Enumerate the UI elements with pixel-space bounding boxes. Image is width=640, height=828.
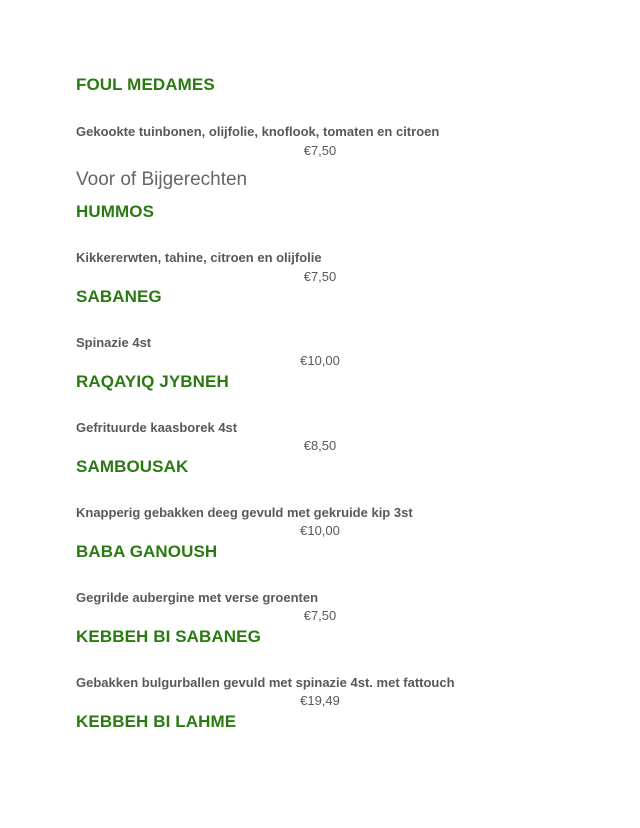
dish-description-foul-medames: Gekookte tuinbonen, olijfolie, knoflook, tomaten en citroen (76, 124, 440, 139)
dish-price-kebbeh-bi-sabaneg: €19,49 (300, 693, 340, 708)
dish-price-sabaneg: €10,00 (300, 353, 340, 368)
dish-title-foul-medames: FOUL MEDAMES (76, 75, 215, 94)
dish-title-kebbeh-bi-lahme: KEBBEH BI LAHME (76, 712, 237, 731)
dish-title-hummos: HUMMOS (76, 202, 155, 221)
dish-title-baba-ganoush: BABA GANOUSH (76, 542, 218, 561)
dish-title-sambousak: SAMBOUSAK (76, 457, 189, 476)
dish-description-raqayiq-jybneh: Gefrituurde kaasborek 4st (76, 420, 238, 435)
dish-title-raqayiq-jybneh: RAQAYIQ JYBNEH (76, 372, 229, 391)
dish-price-sambousak: €10,00 (300, 523, 340, 538)
dish-description-sabaneg: Spinazie 4st (76, 335, 152, 350)
dish-price-foul-medames: €7,50 (303, 143, 337, 158)
dish-title-kebbeh-bi-sabaneg: KEBBEH BI SABANEG (76, 627, 261, 646)
dish-price-raqayiq-jybneh: €8,50 (303, 438, 337, 453)
dish-description-kebbeh-bi-sabaneg: Gebakken bulgurballen gevuld met spinazie 4st. met fattouch (76, 675, 455, 690)
dish-price-baba-ganoush: €7,50 (303, 608, 337, 623)
section-heading-voor-of-bijgerechten: Voor of Bijgerechten (76, 169, 248, 190)
dish-description-hummos: Kikkererwten, tahine, citroen en olijfolie (76, 250, 322, 265)
dish-description-baba-ganoush: Gegrilde aubergine met verse groenten (76, 590, 319, 605)
dish-description-sambousak: Knapperig gebakken deeg gevuld met gekruide kip 3st (76, 505, 413, 520)
dish-price-hummos: €7,50 (303, 269, 337, 284)
dish-title-sabaneg: SABANEG (76, 287, 162, 306)
